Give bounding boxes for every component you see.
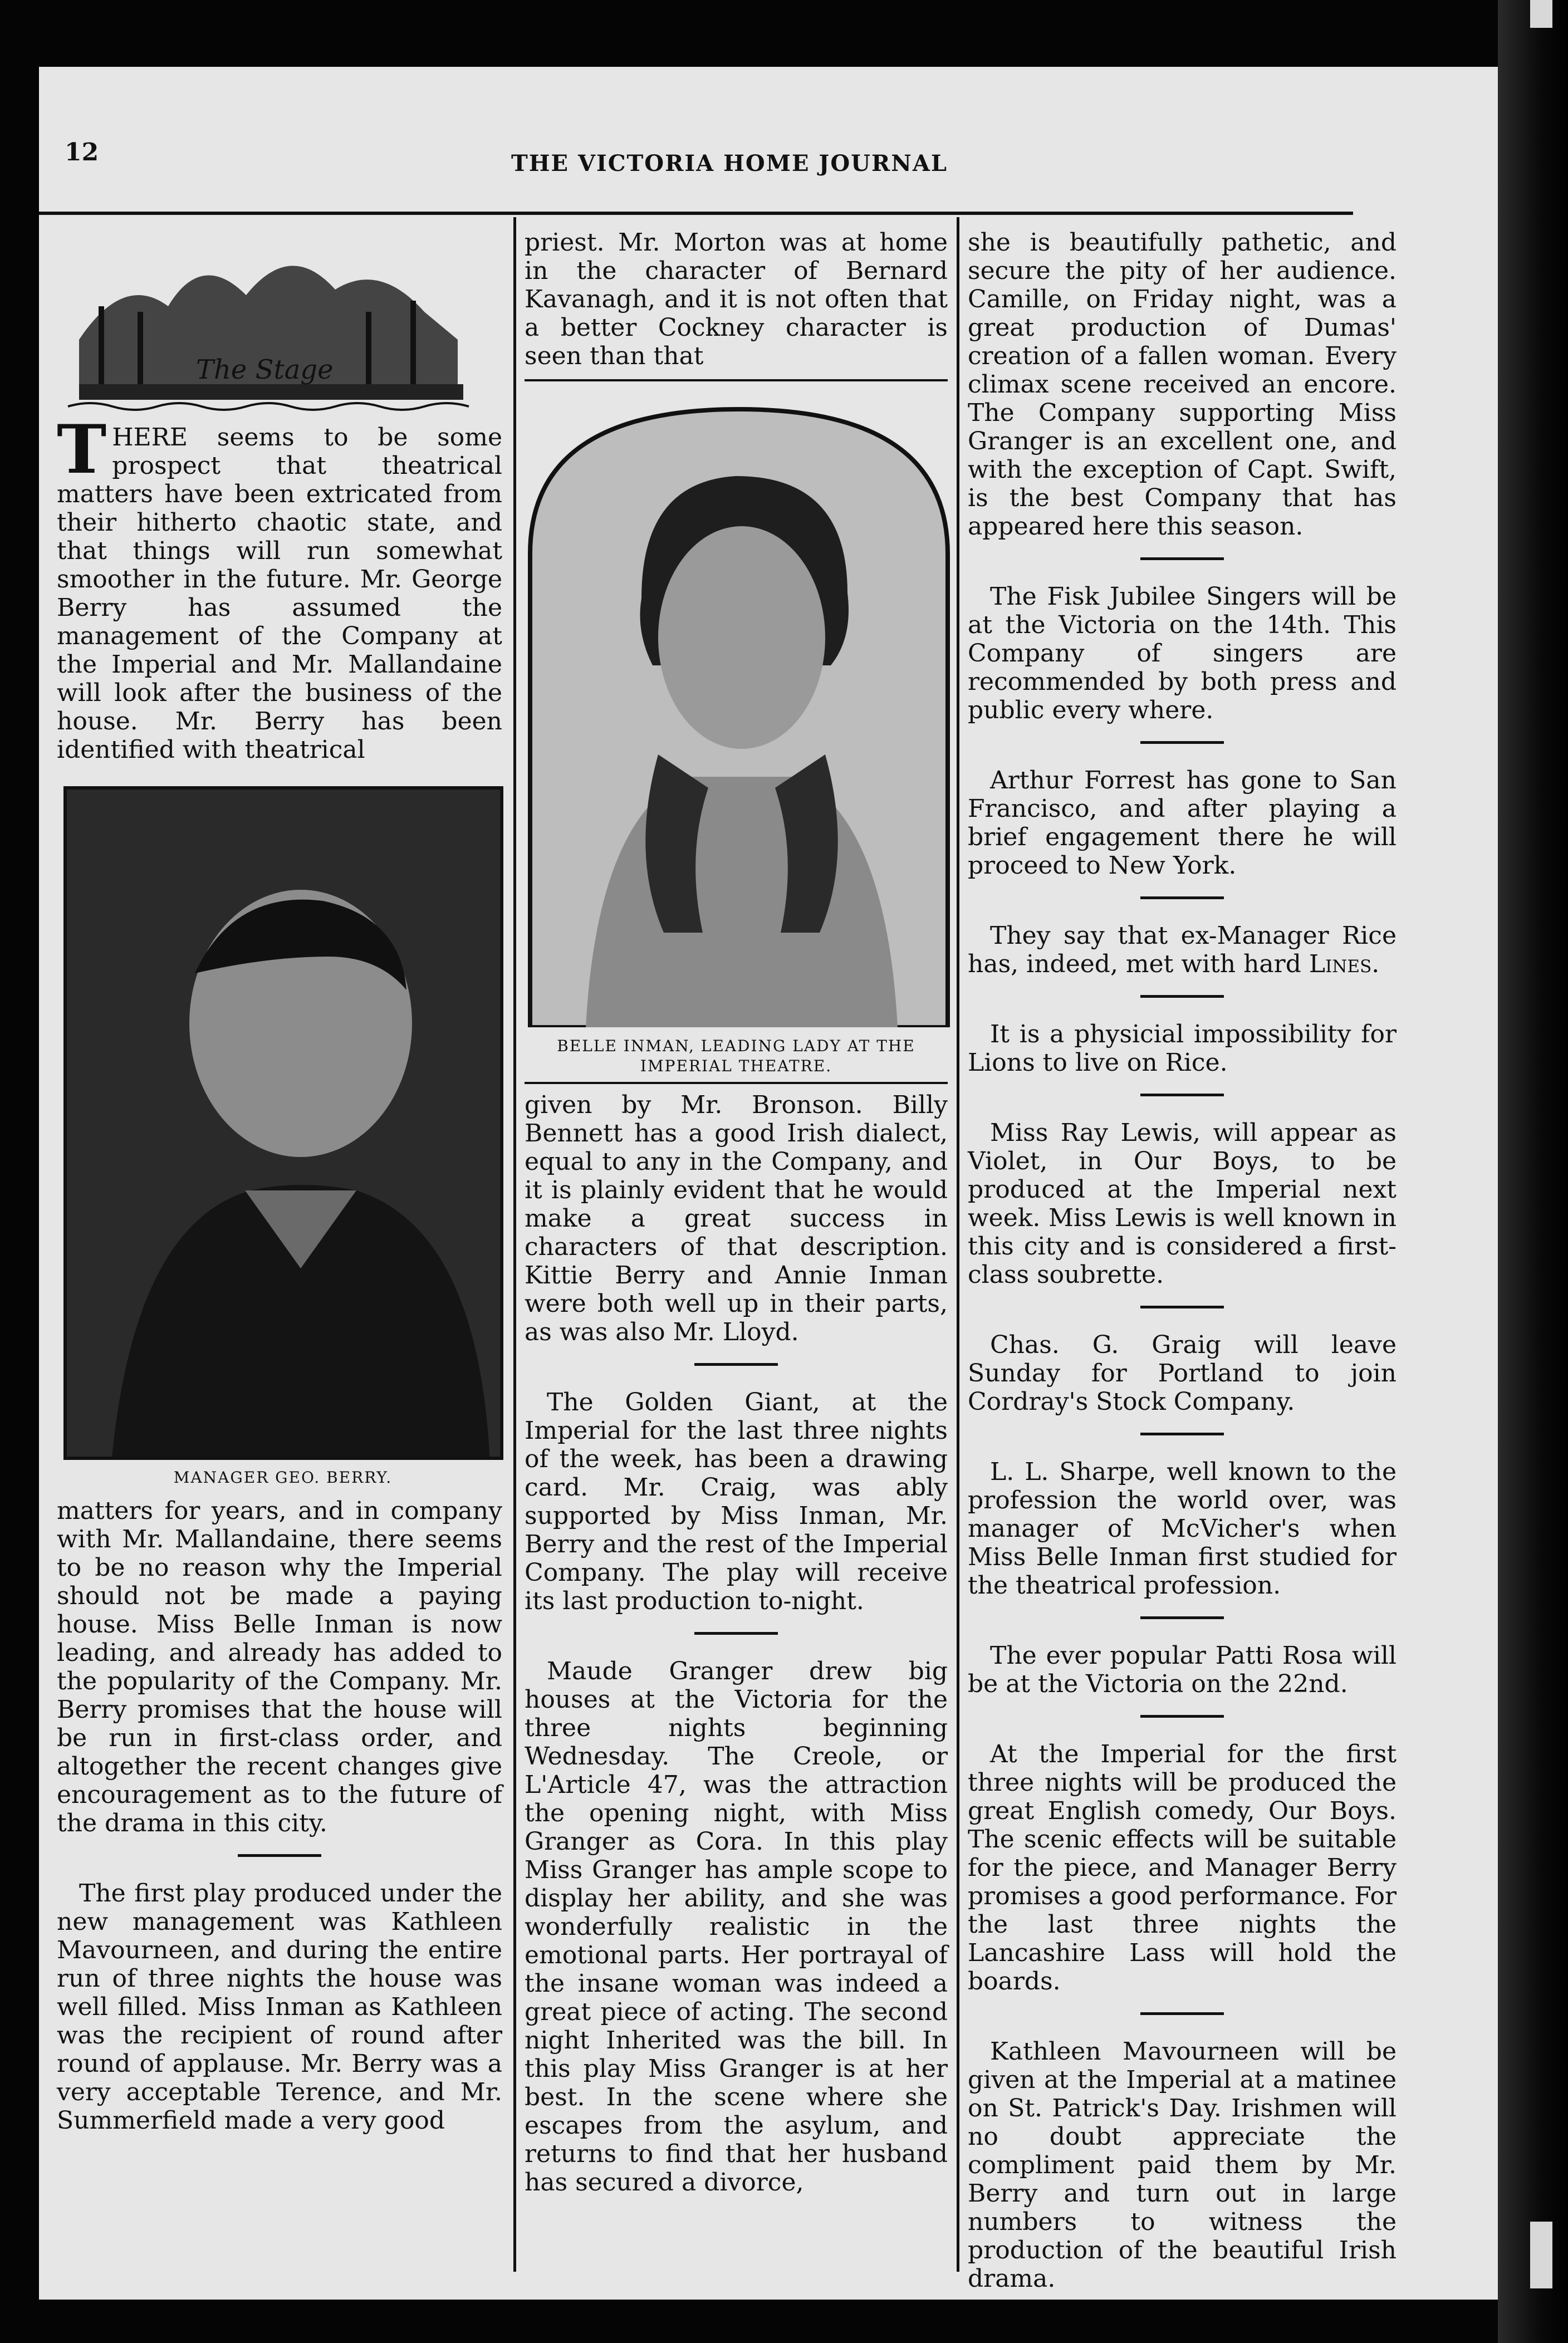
ray-lewis-paragraph: Miss Ray Lewis, will appear as Violet, in Our Boys, to be produced at the Imperial next week. Miss Lewis is well known in this city and is considered a first-class soubrette. bbox=[968, 1119, 1396, 1289]
separator bbox=[694, 1632, 778, 1635]
separator bbox=[1140, 1433, 1224, 1435]
column-2 bbox=[525, 228, 948, 2197]
separator bbox=[525, 1082, 948, 1084]
fisk-jubilee-paragraph: The Fisk Jubilee Singers will be at the Victoria on the 14th. This Company of singers are recommended by both press and public every where. bbox=[968, 582, 1396, 724]
berry-photo-caption: MANAGER GEO. BERRY. bbox=[173, 1468, 393, 1487]
column-3 bbox=[968, 228, 1396, 2293]
dropcap: T bbox=[57, 410, 107, 489]
chas-graig-paragraph: Chas. G. Graig will leave Sunday for Portland to join Cordray's Stock Company. bbox=[968, 1331, 1396, 1416]
ex-manager-rice-paragraph bbox=[968, 921, 1396, 978]
our-boys-paragraph: At the Imperial for the first three nights will be produced the great English comedy, Our Boys. The scenic effects will be suitable for the piece, and Manager Berry promises a good performance. For the last three nights the Lancashire Lass will hold the boards. bbox=[968, 1740, 1396, 1996]
golden-giant-paragraph: The Golden Giant, at the Imperial for the last three nights of the week, has been a drawing card. Mr. Craig, was ably supported by Miss Inman, Mr. Berry and the rest of the Imperial Company. The play will receive its last production to-night. bbox=[525, 1388, 948, 1615]
separator bbox=[1140, 1715, 1224, 1718]
patti-rosa-paragraph: The ever popular Patti Rosa will be at the Victoria on the 22nd. bbox=[968, 1641, 1396, 1698]
photo-berry-wrapper bbox=[63, 786, 502, 1488]
article-continued: matters for years, and in company with Mr. Mallandaine, there seems to be no reason why the Imperial should not be made a paying house. Miss Belle Inman is now leading, and already has added to the popularity of the Company. Mr. Berry promises that the house will be run in first-class order, and altogether the recent changes give encouragement as to the future of the drama in this city. bbox=[57, 1497, 502, 1837]
svg-text:The Stage: The Stage bbox=[196, 354, 334, 385]
lines-word: Lines. bbox=[1309, 950, 1380, 978]
separator bbox=[1140, 896, 1224, 899]
priest-paragraph: priest. Mr. Morton was at home in the character of Bernard Kavanagh, and it is not often that a better Cockney character is seen than that bbox=[525, 228, 948, 370]
kathleen-matinee-paragraph: Kathleen Mavourneen will be given at the Imperial at a matinee on St. Patrick's Day. Irishmen will no doubt appreciate the compliment paid them by Mr. Berry and turn out in large numbers to witness the production of the beautiful Irish drama. bbox=[968, 2037, 1396, 2293]
header-rule bbox=[39, 212, 1353, 215]
film-edge bbox=[1498, 0, 1568, 2343]
separator bbox=[1140, 741, 1224, 744]
rice-text: They say that ex-Manager Rice has, indeed, met with hard bbox=[968, 921, 1396, 978]
separator bbox=[1140, 2012, 1224, 2015]
separator bbox=[694, 1363, 778, 1366]
first-play-article: The first play produced under the new management was Kathleen Mavourneen, and during the entire run of three nights the house was well filled. Miss Inman as Kathleen was the recipient of round after round of applause. Mr. Berry was a very acceptable Terence, and Mr. Summerfield made a very good bbox=[57, 1879, 502, 2135]
bronson-paragraph: given by Mr. Bronson. Billy Bennett has a good Irish dialect, equal to any in the Company, and it is plainly evident that he would make a great success in characters of that description. Kittie Berry and Annie Inman were both well up in their parts, as was also Mr. Lloyd. bbox=[525, 1091, 948, 1346]
separator bbox=[1140, 1306, 1224, 1308]
maude-granger-paragraph: Maude Granger drew big houses at the Victoria for the three nights beginning Wednesday. The Creole, or L'Article 47, was the attraction the opening night, with Miss Granger as Cora. In this play Miss Granger has ample scope to display her ability, and she was wonderfully realistic in the emotional parts. Her portrayal of the insane woman was indeed a great piece of acting. The second night Inherited was the bill. In this play Miss Granger is at her best. In the scene where she escapes from the asylum, and returns to find that her husband has secured a divorce, bbox=[525, 1657, 948, 2197]
inman-photo-caption: BELLE INMAN, LEADING LADY AT THE IMPERIAL THEATRE. bbox=[557, 1037, 915, 1075]
article-intro: HERE seems to be some prospect that theatrical matters have been extricated from their hitherto chaotic state, and that things will run somewhat smoother in the future. Mr. George Berry has assumed the management of the Company at the Imperial and Mr. Mallandaine will look after the business of the house. Mr. Berry has been identified with theatrical bbox=[57, 423, 502, 764]
separator bbox=[238, 1854, 321, 1857]
newspaper-page bbox=[39, 67, 1498, 2300]
separator bbox=[1140, 557, 1224, 560]
page-number: 12 bbox=[65, 138, 99, 166]
portrait-photo-belle-inman bbox=[519, 398, 959, 1027]
column-1 bbox=[57, 228, 502, 2135]
separator bbox=[525, 379, 948, 381]
arthur-forrest-paragraph: Arthur Forrest has gone to San Francisco, and after playing a brief engagement there he will proceed to New York. bbox=[968, 766, 1396, 880]
portrait-photo-george-berry bbox=[63, 786, 503, 1460]
journal-title: THE VICTORIA HOME JOURNAL bbox=[511, 150, 948, 177]
lions-paragraph: It is a physicial impossibility for Lions to live on Rice. bbox=[968, 1020, 1396, 1077]
film-perforation bbox=[1530, 2222, 1552, 2288]
separator bbox=[1140, 1616, 1224, 1619]
separator bbox=[1140, 995, 1224, 998]
film-perforation bbox=[1530, 0, 1552, 28]
theatre-header-illustration bbox=[57, 228, 480, 412]
pathetic-paragraph: she is beautifully pathetic, and secure the pity of her audience. Camille, on Friday night, was a great production of Dumas' creation of a fallen woman. Every climax scene received an encore. The Company supporting Miss Granger is an excellent one, and with the exception of Capt. Swift, is the best Company that has appeared here this season. bbox=[968, 228, 1396, 541]
sharpe-paragraph: L. L. Sharpe, well known to the profession the world over, was manager of McVicher's when Miss Belle Inman first studied for the theatrical profession. bbox=[968, 1458, 1396, 1600]
separator bbox=[1140, 1094, 1224, 1096]
column-rule-1 bbox=[513, 217, 516, 2272]
